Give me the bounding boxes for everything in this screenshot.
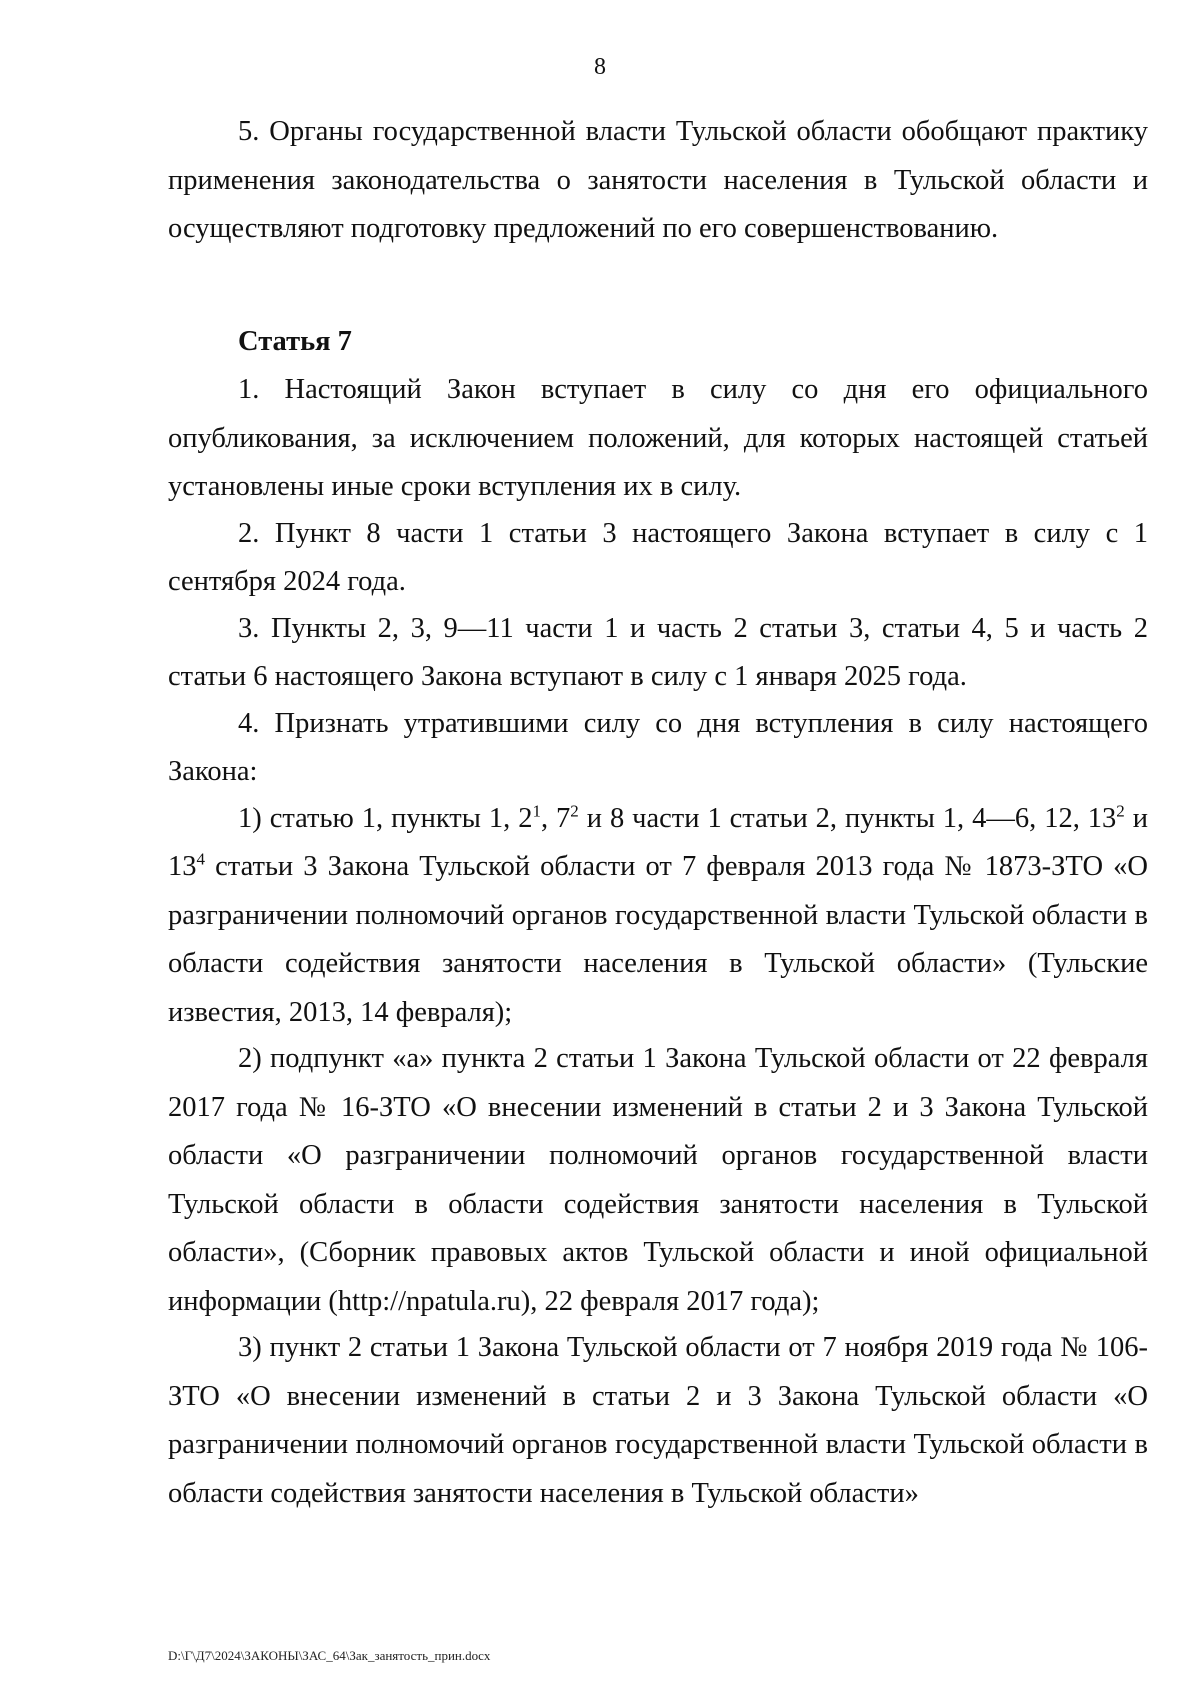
article7-paragraph-1: 1. Настоящий Закон вступает в силу со дня его официального опубликования, за исключением положений, для которых настоящей статьей установлены иные сроки вступления их в силу.: [168, 374, 1148, 502]
item1-text-a: 1) статью 1, пункты 1, 2: [238, 802, 533, 834]
article7-paragraph-4: 4. Признать утратившими силу со дня вступления в силу настоящего Закона:: [168, 707, 1148, 787]
item1-sup-4: 4: [196, 849, 205, 869]
footer-file-path: D:\Г\Д7\2024\ЗАКОНЫ\ЗАС_64\Зак_занятость_прин.docx: [168, 1648, 491, 1663]
article7-item-1: [168, 795, 1148, 1038]
article7-item-2: 2) подпункт «а» пункта 2 статьи 1 Закона Тульской области от 22 февраля 2017 года № 16-ЗТО «О внесении изменений в статьи 2 и 3 Закона Тульской области «О разграничении полномочий органов государственной власти Тульской области в области содействия занятости населения в Тульской области», (Сборник правовых актов Тульской области и иной официальной информации (http://npatula.ru), 22 февраля 2017 года);: [168, 1043, 1148, 1317]
document-body: [168, 108, 1148, 1518]
article7-item-3: 3) пункт 2 статьи 1 Закона Тульской области от 7 ноября 2019 года № 106-ЗТО «О внесении изменений в статьи 2 и 3 Закона Тульской области «О разграничении полномочий органов государственной власти Тульской области в области содействия занятости населения в Тульской области»: [168, 1332, 1148, 1509]
item1-text-c: и 8 части 1 статьи 2, пункты 1, 4—6, 12, 13: [578, 802, 1117, 834]
article7-paragraph-3: 3. Пункты 2, 3, 9—11 части 1 и часть 2 статьи 3, статьи 4, 5 и часть 2 статьи 6 настоящего Закона вступают в силу с 1 января 2025 года.: [168, 612, 1148, 692]
item1-text-b: , 7: [540, 802, 571, 834]
item1-sup-1: 1: [532, 801, 541, 820]
item1-text-e: статьи 3 Закона Тульской области от 7 февраля 2013 года № 1873-ЗТО «О разграничении полномочий органов государственной власти Тульской области в области содействия занятости населения в Тульской области» (Тульские известия, 2013, 14 февраля);: [168, 851, 1148, 1028]
page-number: 8: [594, 54, 606, 80]
article6-paragraph-5: 5. Органы государственной власти Тульской области обобщают практику применения законодательства о занятости населения в Тульской области и осуществляют подготовку предложений по его совершенствованию.: [168, 116, 1148, 244]
article7-paragraph-2: 2. Пункт 8 части 1 статьи 3 настоящего Закона вступает в силу с 1 сентября 2024 года.: [168, 517, 1148, 597]
item1-sup-3: 2: [1116, 801, 1125, 820]
article7-heading: Статья 7: [238, 325, 352, 357]
item1-text-d: и 13: [168, 802, 1148, 882]
item1-sup-2: 2: [570, 801, 579, 820]
